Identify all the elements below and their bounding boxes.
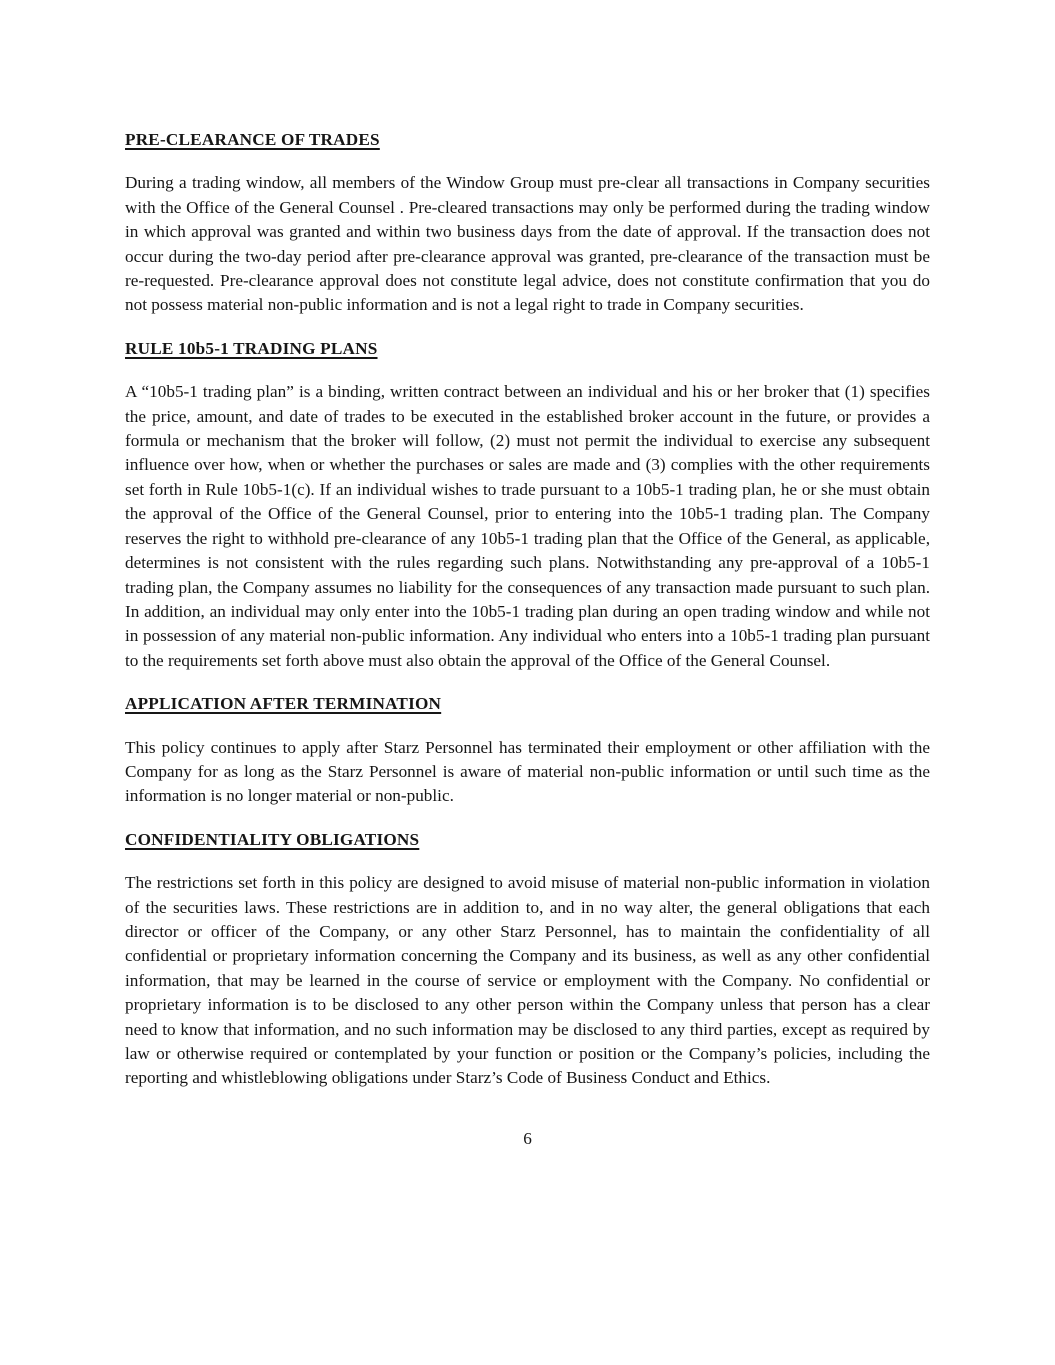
- section-paragraph: The restrictions set forth in this policy are designed to avoid misuse of material non-public information in violation of the securities laws. These restrictions are in addition to, and in no way alter, the general obligations that each director or officer of the Company, or any other Starz Personnel, has to maintain the confidentiality of all confidential or proprietary information concerning the Company and its business, as well as any other confidential information, that may be learned in the course of service or employment with the Company. No confidential or proprietary information is to be disclosed to any other person within the Company unless that person has a clear need to know that information, and no such information may be disclosed to any third parties, except as required by law or otherwise required or contemplated by your function or position or the Company’s policies, including the reporting and whistleblowing obligations under Starz’s Code of Business Conduct and Ethics.: [125, 873, 930, 1088]
- section-heading: CONFIDENTIALITY OBLIGATIONS: [125, 829, 420, 849]
- section-paragraph: This policy continues to apply after Starz Personnel has terminated their employment or other affiliation with the Company for as long as the Starz Personnel is aware of material non-public information or until such time as the information is no longer material or non-public.: [125, 737, 930, 806]
- section-pre-clearance-of-trades: [125, 128, 930, 318]
- section-rule-10b5-1-trading-plans: [125, 337, 930, 673]
- section-application-after-termination: [125, 692, 930, 809]
- section-paragraph: During a trading window, all members of the Window Group must pre-clear all transactions in Company securities with the Office of the General Counsel . Pre-cleared transactions may only be performed during the trading window in which approval was granted and within two business days from the date of approval. If the transaction does not occur during the two-day period after pre-clearance approval was granted, pre-clearance of the transaction must be re-requested. Pre-clearance approval does not constitute legal advice, does not constitute confirmation that you do not possess material non-public information and is not a legal right to trade in Company securities.: [125, 173, 930, 315]
- section-heading: APPLICATION AFTER TERMINATION: [125, 694, 442, 714]
- section-heading: RULE 10b5-1 TRADING PLANS: [125, 338, 378, 358]
- section-paragraph: A “10b5-1 trading plan” is a binding, written contract between an individual and his or her broker that (1) specifies the price, amount, and date of trades to be executed in the established broker account in the future, or provides a formula or mechanism that the broker will follow, (2) must not permit the individual to exercise any subsequent influence over how, when or whether the purchases or sales are made and (3) complies with the other requirements set forth in Rule 10b5-1(c). If an individual wishes to trade pursuant to a 10b5-1 trading plan, he or she must obtain the approval of the Office of the General Counsel, prior to entering into the 10b5-1 trading plan. The Company reserves the right to withhold pre-clearance of any 10b5-1 trading plan that the Office of the General, as applicable, determines is not consistent with the rules regarding such plans. Notwithstanding any pre-approval of a 10b5-1 trading plan, the Company assumes no liability for the consequences of any transaction made pursuant to such plan. In addition, an individual may only enter into the 10b5-1 trading plan during an open trading window and while not in possession of any material non-public information. Any individual who enters into a 10b5-1 trading plan pursuant to the requirements set forth above must also obtain the approval of the Office of the General Counsel.: [125, 382, 930, 670]
- section-heading: PRE-CLEARANCE OF TRADES: [125, 130, 380, 149]
- section-confidentiality-obligations: [125, 828, 930, 1091]
- page-number: 6: [523, 1128, 532, 1148]
